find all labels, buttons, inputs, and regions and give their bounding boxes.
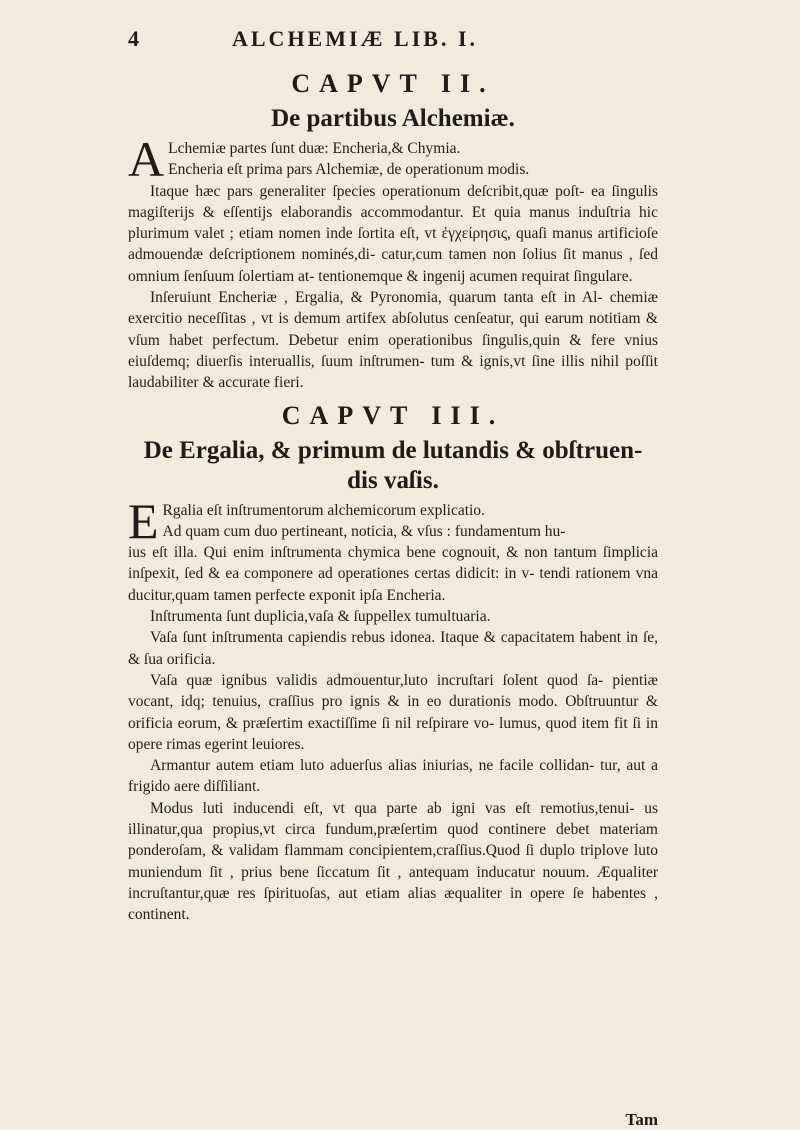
chapter-3-subtitle: De Ergalia, & primum de lutandis & obſtruen- dis vaſis. [143, 436, 643, 494]
drop-cap-e: E [128, 492, 159, 549]
book-title: ALCHEMIÆ LIB. I. [232, 26, 479, 51]
running-head [0, 26, 800, 56]
body-text [128, 68, 658, 1129]
drop-cap-a: A [128, 131, 165, 187]
chapter-2-paragraph-2: Inſeruiunt Encheriæ , Ergalia, & Pyronomia, quarum tanta eſt in Al- chemiæ exercitio neceſſitas , vt is demum artifex abſolutus cenſeatur, qui earum notitiam & vſum habet perfectum. Debetur enim operationibus ſingulis,quin & fere vnius eiuſdemq; diuerſis interuallis, ſuum inſtrumen- tum & ignis,vt ſine illis nihil poſſit laudabiliter & accurate fieri. [128, 289, 658, 392]
chapter-2-line-1: Lchemiæ partes ſunt duæ: Encheria,& Chymia. [168, 140, 461, 157]
catchword: Tam [625, 1110, 658, 1129]
chapter-3-paragraph-3: Vaſa ſunt inſtrumenta capiendis rebus idonea. Itaque & capacitatem habent in ſe, & ſua orificia. [128, 629, 658, 668]
chapter-2-subtitle: De partibus Alchemiæ. [271, 105, 515, 132]
chapter-3-line-1: Rgalia eſt inſtrumentorum alchemicorum explicatio. [162, 501, 485, 519]
chapter-3-paragraph-5: Armantur autem etiam luto aduerſus alias iniurias, ne facile collidan- tur, aut a frigido aere diſſiliant. [128, 757, 658, 796]
chapter-2-line-2: Encheria eſt prima pars Alchemiæ, de operationum modis. [168, 161, 530, 179]
chapter-3-paragraph-1: ius eſt illa. Qui enim inſtrumenta chymica bene cognouit, & non tantum ſimplicia inſpexit, ſed & ea componere ad operationes certas didicit: in v- tendi rationem vna ducitur,quam tamen perfecte exponit ipſa Encheria. [128, 544, 658, 604]
chapter-3-line-2: Ad quam cum duo pertineant, noticia, & vſus : fundamentum hu- [162, 522, 566, 540]
chapter-3-paragraph-6: Modus luti inducendi eſt, vt qua parte ab igni vas eſt remotius,tenui- us illinatur,qua propius,vt circa fundum,præſertim quod continere debet materiam ponderoſam, & validam flammam concipientem,craſſius.Quod ſi duplo triplove luto muniendum ſit , prius bene ſiccatum ſit , antequam inducatur nouum. Æqualiter incruſtantur,quæ res ſpirituoſas, aut etiam alias æqualiter in opere ſe habentes , continent. [128, 799, 658, 924]
chapter-3-heading: CAPVT III. [281, 400, 505, 430]
chapter-2-opening [128, 131, 658, 187]
chapter-2-heading: CAPVT II. [291, 69, 495, 98]
page-number: 4 [128, 26, 139, 51]
chapter-3-opening [128, 492, 658, 549]
chapter-3-paragraph-2: Inſtrumenta ſunt duplicia,vaſa & ſuppellex tumultuaria. [150, 608, 491, 626]
chapter-3-paragraph-4: Vaſa quæ ignibus validis admouentur,luto incruſtari ſolent quod ſa- pientiæ vocant, idq; tenuius, craſſius pro ignis & in eo durationis modo. Obſtruuntur & orificia eorum, & præſertim exactiſſime ſi nil reſpirare vo- lumus, quod item fit ſi in opere rimas egerint leuiores. [128, 671, 658, 753]
chapter-2-paragraph-1: Itaque hæc pars generaliter ſpecies operationum deſcribit,quæ poſt- ea ſingulis magiſterijs & eſſentijs elaborandis accommodantur. Et quia manus induſtria hic plurimum valet ; etiam nomen inde ſortita eſt, vt ἐγχείρησις, quaſi manus artificioſe admouendæ deſcriptionem nominés,di- catur,cum tamen non ſolius ſit manus , ſed omnium ſenſuum ſolertiam at- tentionemque & ingenij acumen requirat ſingulare. [128, 182, 658, 285]
